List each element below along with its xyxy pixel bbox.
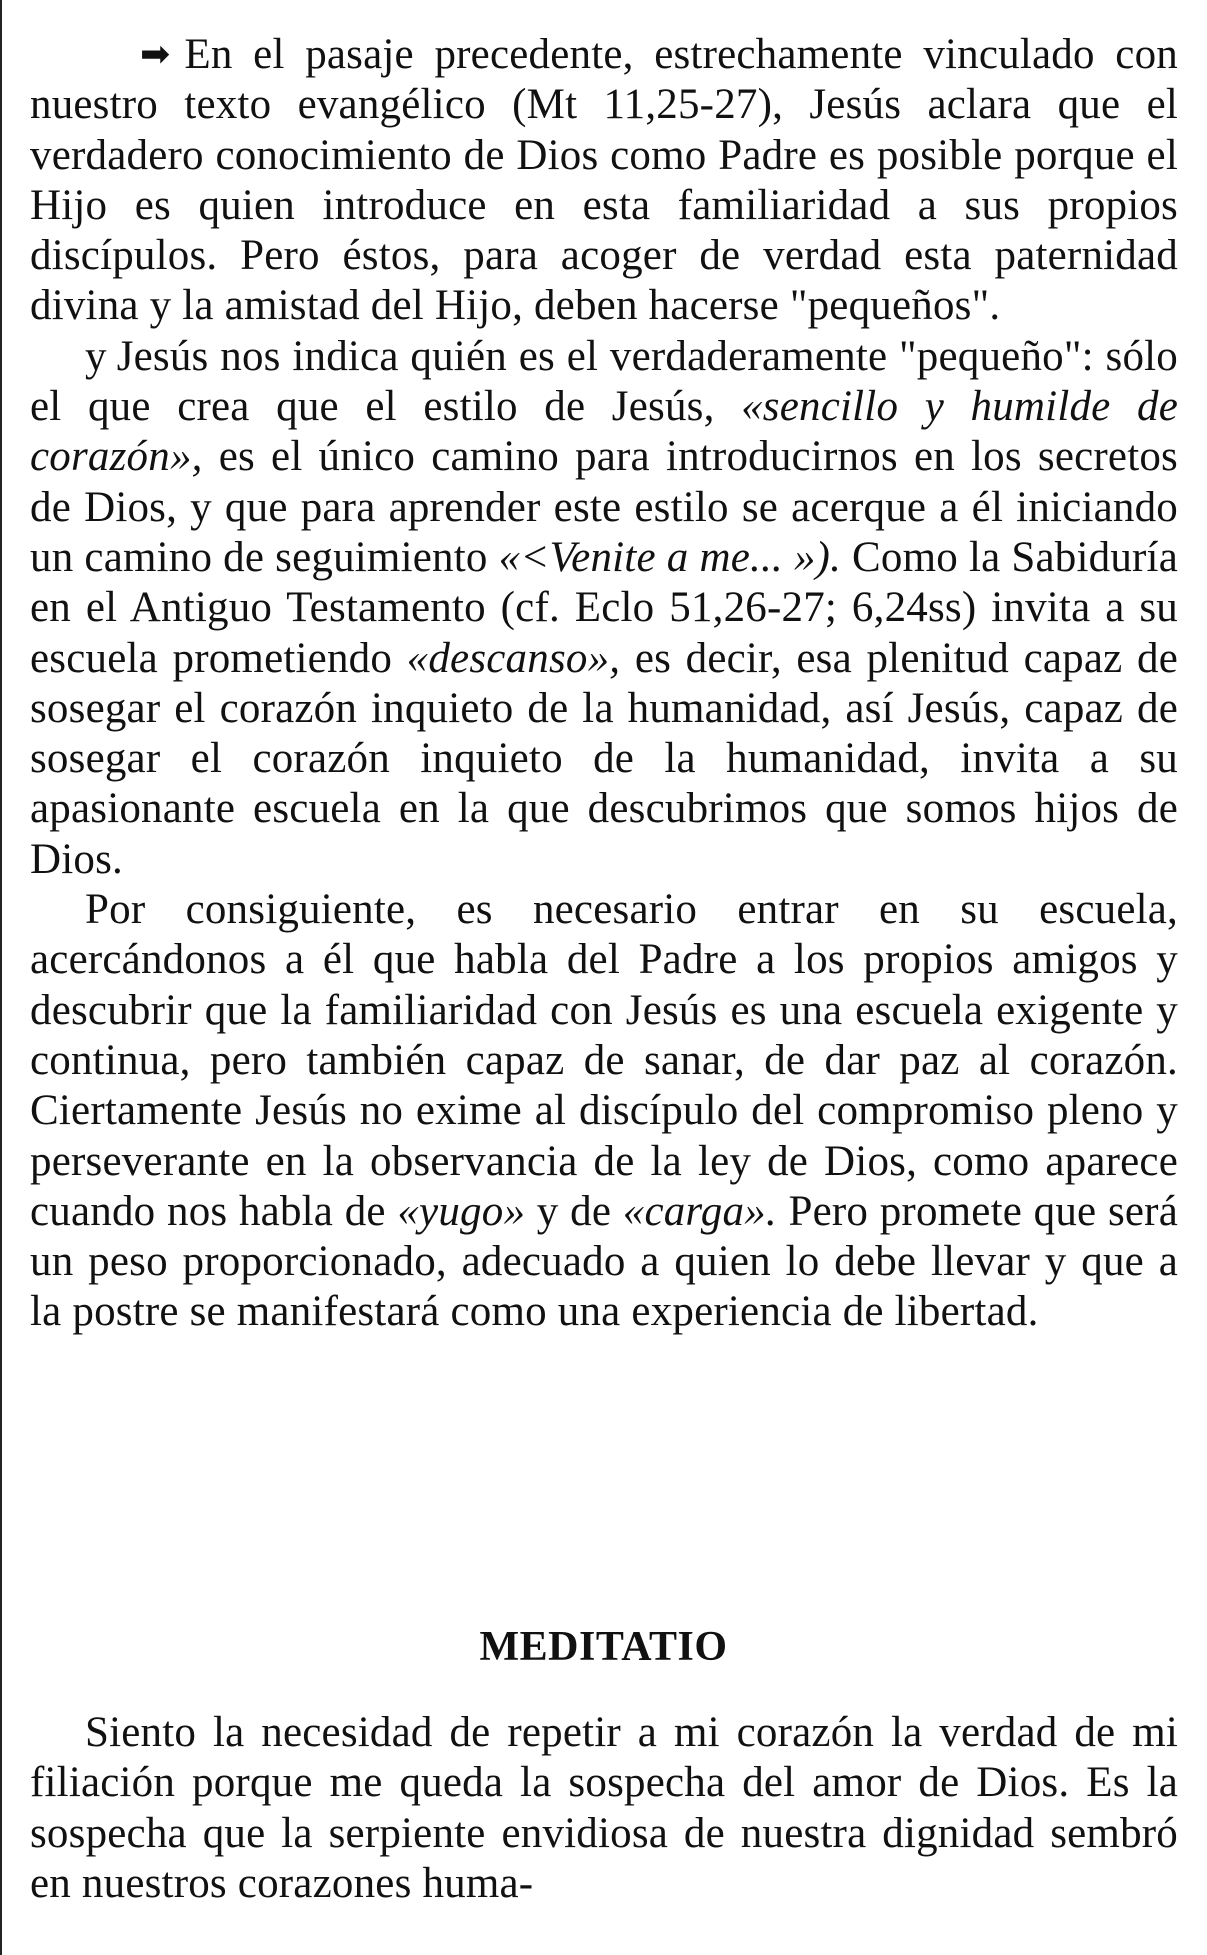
paragraph-3-text: y de <box>525 1187 623 1235</box>
quote-sencillo: «sencillo y humilde de corazón», <box>30 383 1178 481</box>
paragraph-1 <box>30 30 1178 332</box>
section-heading: MEDITATIO <box>479 1624 728 1670</box>
meditatio-text <box>30 1708 1178 1909</box>
quote-carga: «carga». <box>622 1187 777 1235</box>
paragraph-1-text: En el pasaje precedente, estrechamente vinculado con nuestro texto evangélico (Mt 11,25-27), Jesús aclara que el verdadero conocimiento de Dios como Padre es posible porque el Hijo es quien introduce en esta familiaridad a sus propios discípulos. Pero éstos, para acoger de verdad esta paternidad divina y la amistad del Hijo, deben hacerse "pequeños". <box>30 31 1178 330</box>
meditatio-paragraph: Siento la necesidad de repetir a mi corazón la verdad de mi filiación porque me queda la sospecha del amor de Dios. Es la sospecha que la serpiente envidiosa de nuestra dignidad sembró en nuestros corazones huma- <box>30 1709 1178 1907</box>
paragraph-2-lead: y <box>85 332 107 380</box>
paragraph-2-text: es decir, esa plenitud capaz de sosegar el corazón inquieto de la humanidad, así Jesús, capaz de sosegar el corazón inquieto de la humanidad, invita a su apasionante escuela en la que descubrimos que somos hijos de Dios. <box>30 634 1178 883</box>
paragraph-3-text: Por consiguiente, es necesario entrar en su escuela, acercándonos a él que habla del Padre a los propios amigos y descubrir que la familiaridad con Jesús es una escuela exigente y continua, pero también capaz de sanar, de dar paz al corazón. Ciertamente Jesús no exime al discípulo del compromiso pleno y perseverante en la observancia de la ley de Dios, como aparece cuando nos habla de <box>30 886 1178 1235</box>
paragraph-2-text: es el único camino para introducirnos en los secretos de Dios, y que para aprender este estilo se acerque a él iniciando un camino de seguimiento <box>30 433 1178 581</box>
quote-descanso: «descanso», <box>406 634 621 682</box>
quote-venite: «<Venite a me... »). <box>498 533 842 581</box>
commentary-text <box>30 30 1178 1338</box>
paragraph-2-text: Jesús nos indica quién es el verdaderamente "pequeño": sólo el que crea que el estilo de Jesús, <box>30 332 1178 431</box>
paragraph-3 <box>30 885 1178 1338</box>
paragraph-2-text: Como la Sabiduría en el Antiguo Testamento (cf. Eclo 51,26-27; 6,24ss) invita a su escuela prometiendo <box>30 533 1178 682</box>
paragraph-2 <box>30 332 1178 885</box>
arrow-right-icon: ➡ <box>140 34 171 75</box>
paragraph-3-text: Pero promete que será un peso proporcionado, adecuado a quien lo debe llevar y que a la postre se manifestará como una experiencia de libertad. <box>30 1187 1178 1336</box>
quote-yugo: «yugo» <box>397 1187 526 1235</box>
